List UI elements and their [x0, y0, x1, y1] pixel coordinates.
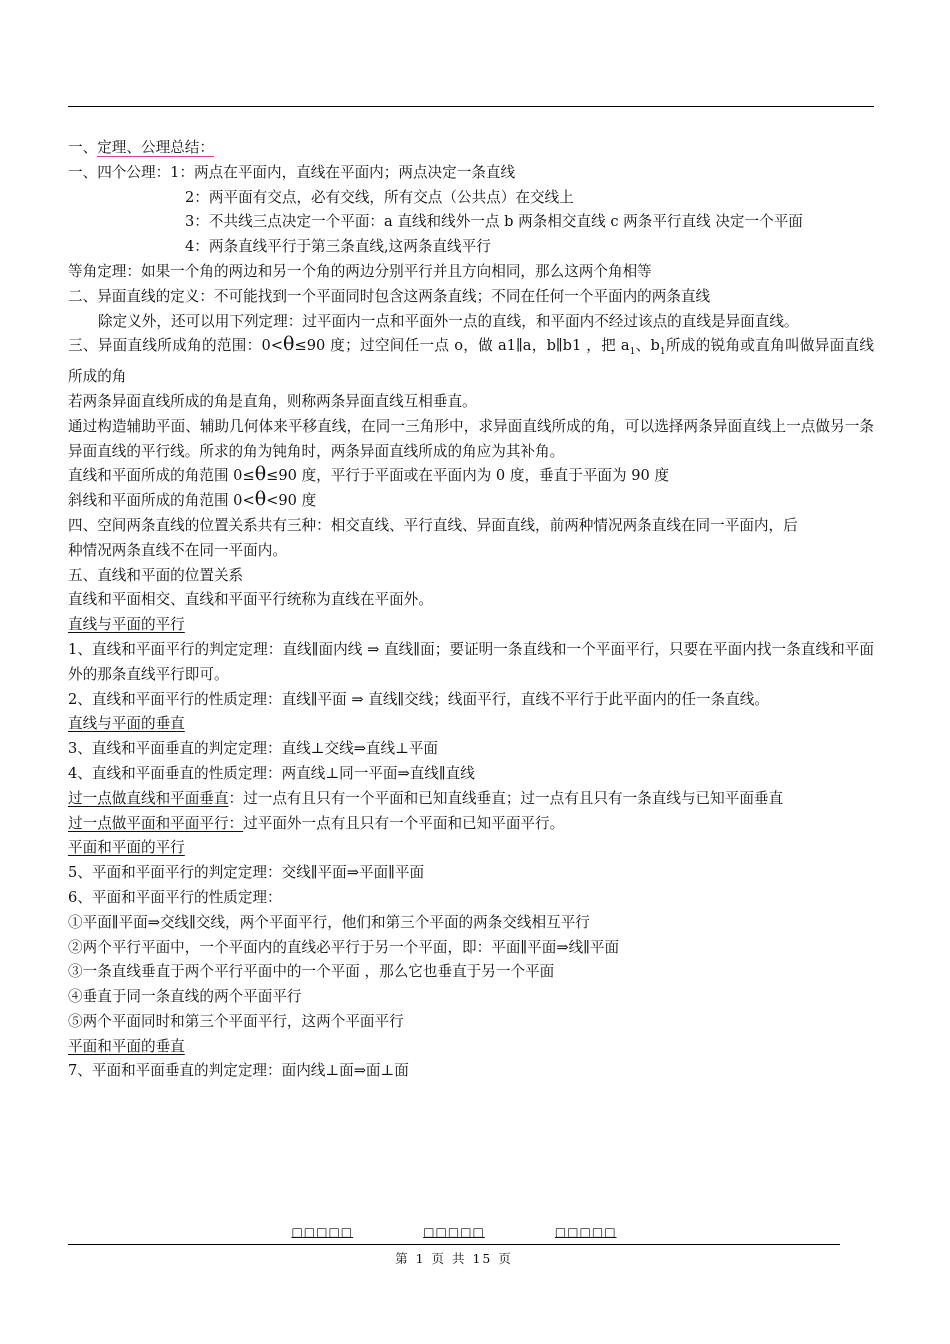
subheading-line-plane-parallel: [68, 613, 874, 638]
line-plane-angle-range: [68, 464, 874, 489]
line-relations-cont: 种情况两条直线不在同一平面内。: [68, 541, 287, 559]
footer-link[interactable]: □□□□□: [291, 1225, 354, 1239]
subheading-text: 平面和平面的平行: [68, 839, 185, 857]
theorem-7: 7、平面和平面垂直的判定定理：面内线⊥面⇒面⊥面: [68, 1062, 409, 1080]
section-heading: [68, 136, 874, 161]
line-outside-plane: 直线和平面相交、直线和平面平行统称为直线在平面外。: [68, 591, 433, 609]
text: 、b: [635, 337, 660, 355]
line-relations: 四、空间两条直线的位置关系共有三种：相交直线、平行直线、异面直线，前两种情况两条直线在同一平面内，后: [68, 516, 798, 534]
theorem-3: 3、直线和平面垂直的判定定理：直线⊥交线⇒直线⊥平面: [68, 740, 439, 758]
text: ≤90 度，平行于平面或在平面内为 0 度，垂直于平面为 90 度: [266, 467, 670, 485]
theta-symbol: θ: [254, 488, 267, 511]
skew-angle-range: [68, 334, 874, 390]
perpendicular-skew: 若两条异面直线所成的角是直角，则称两条异面直线互相垂直。: [68, 392, 477, 410]
text: 所成的锐角或直角叫做异面直线所成的角: [68, 337, 875, 386]
footer-link[interactable]: □□□□□: [423, 1225, 485, 1239]
theorem-6: 6、平面和平面平行的性质定理：: [68, 888, 282, 906]
axiom-2: 2：两平面有交点，必有交线，所有交点（公共点）在交线上: [185, 188, 574, 206]
footer-rule: [68, 1244, 840, 1245]
page-footer: [68, 1225, 840, 1267]
theorem-2: 2、直线和平面平行的性质定理：直线∥平面 ⇒ 直线∥交线；线面平行，直线不平行于此平面内的任一条直线。: [68, 690, 769, 708]
subheading-text: 直线与平面的垂直: [68, 715, 185, 733]
footer-link[interactable]: □□□□□: [554, 1225, 617, 1239]
equal-angle-theorem: 等角定理：如果一个角的两边和另一个角的两边分别平行并且方向相同，那么这两个角相等: [68, 262, 652, 280]
theta-symbol: θ: [254, 463, 267, 486]
property-2: ②两个平行平面中，一个平面内的直线必平行于另一个平面，即：平面∥平面⇒线∥平面: [68, 938, 620, 956]
text: 直线和平面所成的角范围 0≤: [68, 467, 255, 485]
theta-symbol: θ: [283, 333, 295, 356]
text: 过平面外一点有且只有一个平面和已知平面平行。: [243, 814, 565, 832]
property-1: ①平面∥平面⇒交线∥交线，两个平面平行，他们和第三个平面的两条交线相互平行: [68, 913, 590, 931]
underlined-term: 过一点做直线和平面垂直: [68, 789, 229, 807]
axiom-1: 一、四个公理：1：两点在平面内，直线在平面内；两点决定一条直线: [68, 163, 516, 181]
parallel-plane-uniqueness: [68, 812, 874, 837]
heading-title: 定理、公理总结：: [97, 139, 214, 156]
subheading-line-plane-perpendicular: [68, 712, 874, 737]
subheading-plane-plane-perpendicular: [68, 1035, 874, 1060]
text: 三、异面直线所成角的范围：0<: [68, 337, 284, 355]
theorem-4: 4、直线和平面垂直的性质定理：两直线⊥同一平面⇒直线∥直线: [68, 764, 475, 782]
translation-method: 通过构造辅助平面、辅助几何体来平移直线，在同一三角形中，求异面直线所成的角，可以选择两条异面直线上一点做另一条异面直线的平行线。所求的角为钝角时，两条异面直线所成的角应为其补角。: [68, 417, 874, 460]
page-number: 第 1 页 共 15 页: [395, 1251, 513, 1266]
subheading-text: 直线与平面的平行: [68, 616, 185, 634]
property-5: ⑤两个平面同时和第三个平面平行，这两个平面平行: [68, 1012, 404, 1030]
section-five-heading: 五、直线和平面的位置关系: [68, 566, 244, 584]
text: ：过一点有且只有一个平面和已知直线垂直；过一点有且只有一条直线与已知平面垂直: [228, 789, 784, 807]
property-3: ③一条直线垂直于两个平行平面中的一个平面 ，那么它也垂直于另一个平面: [68, 963, 555, 981]
theorem-1: 1、直线和平面平行的判定定理：直线∥面内线 ⇒ 直线∥面；要证明一条直线和一个平面平行，只要在平面内找一条直线和平面外的那条直线平行即可。: [68, 640, 874, 683]
subscript: 1: [629, 347, 636, 358]
subheading-plane-plane-parallel: [68, 836, 874, 861]
text: 斜线和平面所成的角范围 0<: [68, 492, 255, 510]
text: ≤90 度；过空间任一点 o，做 a1∥a，b∥b1 ，把 a: [294, 337, 630, 355]
text: <90 度: [266, 492, 317, 510]
header-rule: [68, 106, 874, 107]
subscript: 1: [659, 347, 666, 358]
underlined-term: 过一点做平面和平面平行：: [68, 814, 244, 832]
axiom-4: 4：两条直线平行于第三条直线,这两条直线平行: [185, 238, 491, 256]
property-4: ④垂直于同一条直线的两个平面平行: [68, 988, 302, 1006]
oblique-line-angle-range: [68, 489, 874, 514]
axiom-3: [68, 210, 874, 235]
theorem-5: 5、平面和平面平行的判定定理：交线∥平面⇒平面∥平面: [68, 864, 425, 882]
subheading-text: 平面和平面的垂直: [68, 1037, 185, 1055]
heading-prefix: 一、: [68, 139, 98, 156]
axiom-3-text: 3：不共线三点决定一个平面：a 直线和线外一点 b 两条相交直线 c 两条平行直线 决定一个平面: [185, 213, 803, 231]
document-body: [68, 136, 874, 1084]
footer-links: [68, 1225, 840, 1243]
perpendicular-uniqueness: [68, 787, 874, 812]
skew-lines-theorem: 除定义外，还可以用下列定理：过平面内一点和平面外一点的直线，和平面内不经过该点的直线是异面直线。: [98, 312, 799, 330]
skew-lines-definition: 二、异面直线的定义：不可能找到一个平面同时包含这两条直线；不同在任何一个平面内的两条直线: [68, 287, 711, 305]
